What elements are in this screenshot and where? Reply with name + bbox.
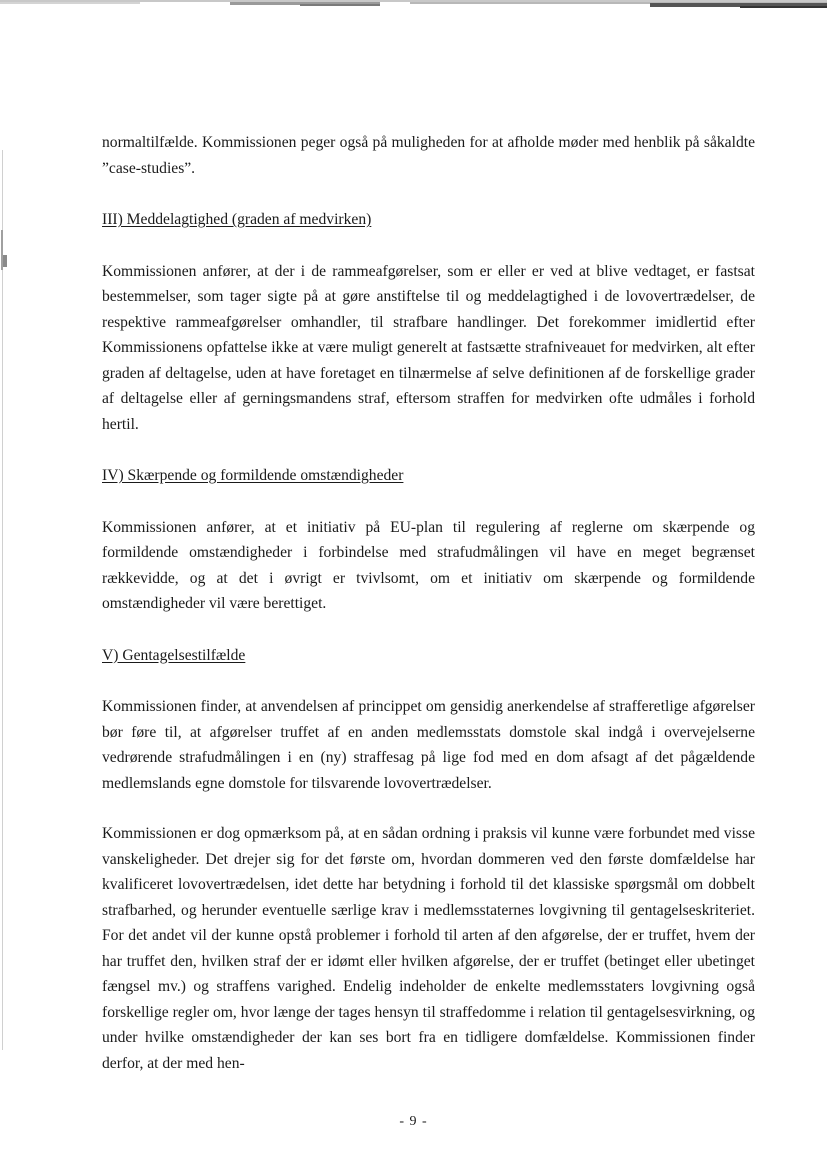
document-body	[102, 130, 755, 1076]
section-heading-v: V) Gentagelsestilfælde	[102, 646, 246, 664]
paragraph-omstaendigheder: Kommissionen anfører, at et initiativ på EU-plan til regulering af reglerne om skærpende og formildende omstændigheder i forbindelse med strafudmålingen vil have en meget begrænset rækkevidde, og at det i øvrigt er tvivlsomt, om et initiativ om skærpende og formildende omstændigheder vil være berettiget.	[102, 518, 755, 612]
paragraph-gentagelse-1: Kommissionen finder, at anvendelsen af princippet om gensidig anerkendelse af strafferetlige afgørelser bør føre til, at afgørelser truffet af en anden medlemsstats domstole skal indgå i overvejelserne vedrørende strafudmålingen i en (ny) straffesag på lige fod med en dom afsagt af det pågældende medlemslands egne domstole for tilsvarende lovovertrædelser.	[102, 698, 755, 792]
scan-edge-artifact-left	[0, 0, 8, 1163]
section-heading-iv: IV) Skærpende og formildende omstændigheder	[102, 467, 404, 484]
paragraph-continuation: normaltilfælde. Kommissionen peger også på muligheden for at afholde møder med henblik på såkaldte ”case-studies”.	[102, 134, 755, 177]
paragraph-gentagelse-2: Kommissionen er dog opmærksom på, at en sådan ordning i praksis vil kunne være forbundet med visse vanskeligheder. Det drejer sig for det første om, hvordan dommeren ved den første domfældelse har kvalificeret lovovertrædelsen, idet dette har betydning i forhold til det klassiske spørgsmål om dobbelt strafbarhed, og herunder eventuelle særlige krav i medlemsstaternes lovgivning til gentagelseskriteriet. For det andet vil der kunne opstå problemer i forhold til arten af den afgørelse, der er truffet, hvem der har truffet den, hvilken straf der er idømt eller hvilken afgørelse, der er truffet (betinget eller ubetinget fængsel mv.) og straffens varighed. Endelig indeholder de enkelte medlemsstaters lovgivning også forskellige regler om, hvor længe der tages hensyn til straffedomme i relation til gentagelsesvirkning, og under hvilke omstændigheder der kan ses bort fra en tidligere domfældelse. Kommissionen finder derfor, at der med hen-	[102, 825, 755, 1072]
section-heading-iii: III) Meddelagtighed (graden af medvirken)	[102, 211, 372, 228]
page-number: - 9 -	[399, 1114, 428, 1129]
paragraph-meddelagtighed: Kommissionen anfører, at der i de rammeafgørelser, som er eller er ved at blive vedtaget, er fastsat bestemmelser, som tager sigte på at gøre anstiftelse til og meddelagtighed i de lovovertrædelser, de respektive rammeafgørelser omhandler, til strafbare handlinger. Det forekommer imidlertid efter Kommissionens opfattelse ikke at være muligt generelt at fastsætte strafniveauet for medvirken, alt efter graden af deltagelse, uden at have foretaget en tilnærmelse af selve definitionen af de forskellige grader af deltagelse eller af gerningsmandens straf, eftersom straffen for medvirken ofte udmåles i forhold hertil.	[102, 262, 755, 433]
scan-edge-artifact-top	[0, 0, 827, 10]
